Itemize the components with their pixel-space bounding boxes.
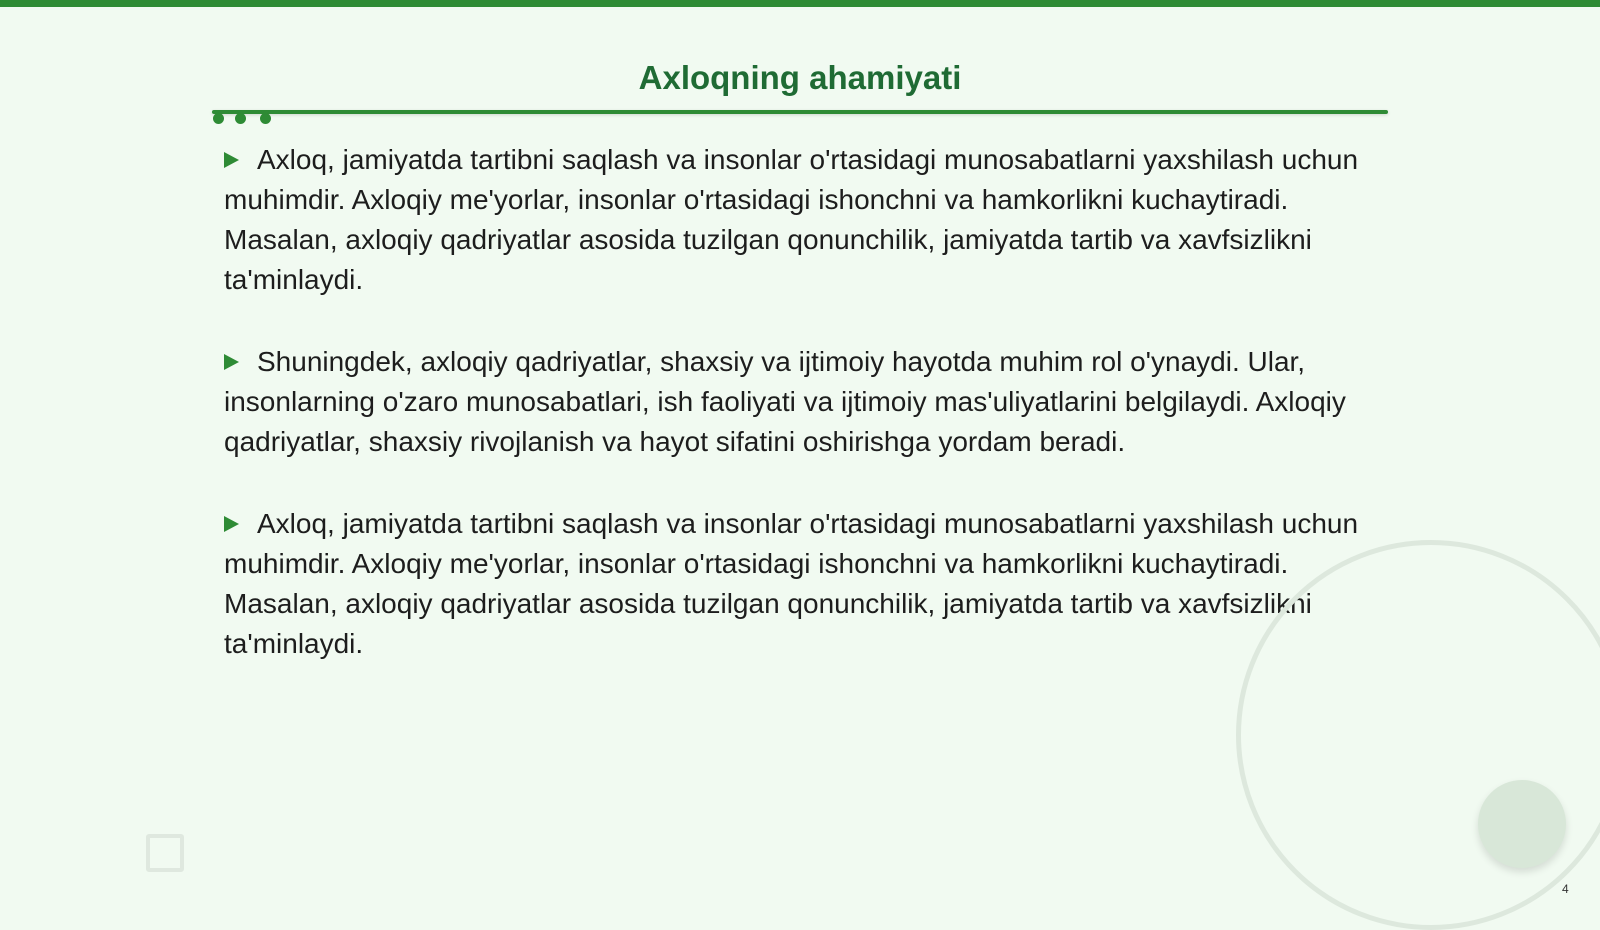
title-underline (212, 110, 1388, 114)
paragraph-text: Axloq, jamiyatda tartibni saqlash va insonlar o'rtasidagi munosabatlarni yaxshilash uchun muhimdir. Axloqiy me'yorlar, insonlar o'rtasidagi ishonchni va hamkorlikni kuchaytiradi. Masalan, axloqiy qadriyatlar asosida tuzilgan qonunchilik, jamiyatda tartib va xavfsizlikni ta'minlaydi. (224, 508, 1359, 659)
bullet-paragraph (224, 140, 1384, 300)
bullet-paragraph (224, 342, 1384, 462)
paragraph-text: Axloq, jamiyatda tartibni saqlash va insonlar o'rtasidagi munosabatlarni yaxshilash uchun muhimdir. Axloqiy me'yorlar, insonlar o'rtasidagi ishonchni va hamkorlikni kuchaytiradi. Masalan, axloqiy qadriyatlar asosida tuzilgan qonunchilik, jamiyatda tartib va xavfsizlikni ta'minlaydi. (224, 144, 1359, 295)
decorative-dot (260, 113, 271, 124)
decorative-dot (213, 113, 224, 124)
triangle-bullet-icon (224, 354, 239, 370)
slide-body (224, 140, 1384, 706)
decorative-dot (235, 113, 246, 124)
decorative-disc (1478, 780, 1566, 868)
decorative-ring (1236, 540, 1600, 930)
triangle-bullet-icon (224, 516, 239, 532)
page-number: 4 (1562, 882, 1569, 896)
bullet-paragraph (224, 504, 1384, 664)
slide-title: Axloqning ahamiyati (638, 59, 962, 96)
triangle-bullet-icon (224, 152, 239, 168)
decorative-square (146, 834, 184, 872)
paragraph-text: Shuningdek, axloqiy qadriyatlar, shaxsiy va ijtimoiy hayotda muhim rol o'ynaydi. Ular, insonlarning o'zaro munosabatlari, ish faoliyati va ijtimoiy mas'uliyatlarini belgilaydi. Axloqiy qadriyatlar, shaxsiy rivojlanish va hayot sifatini oshirishga yordam beradi. (224, 346, 1346, 457)
top-accent-bar (0, 0, 1600, 7)
